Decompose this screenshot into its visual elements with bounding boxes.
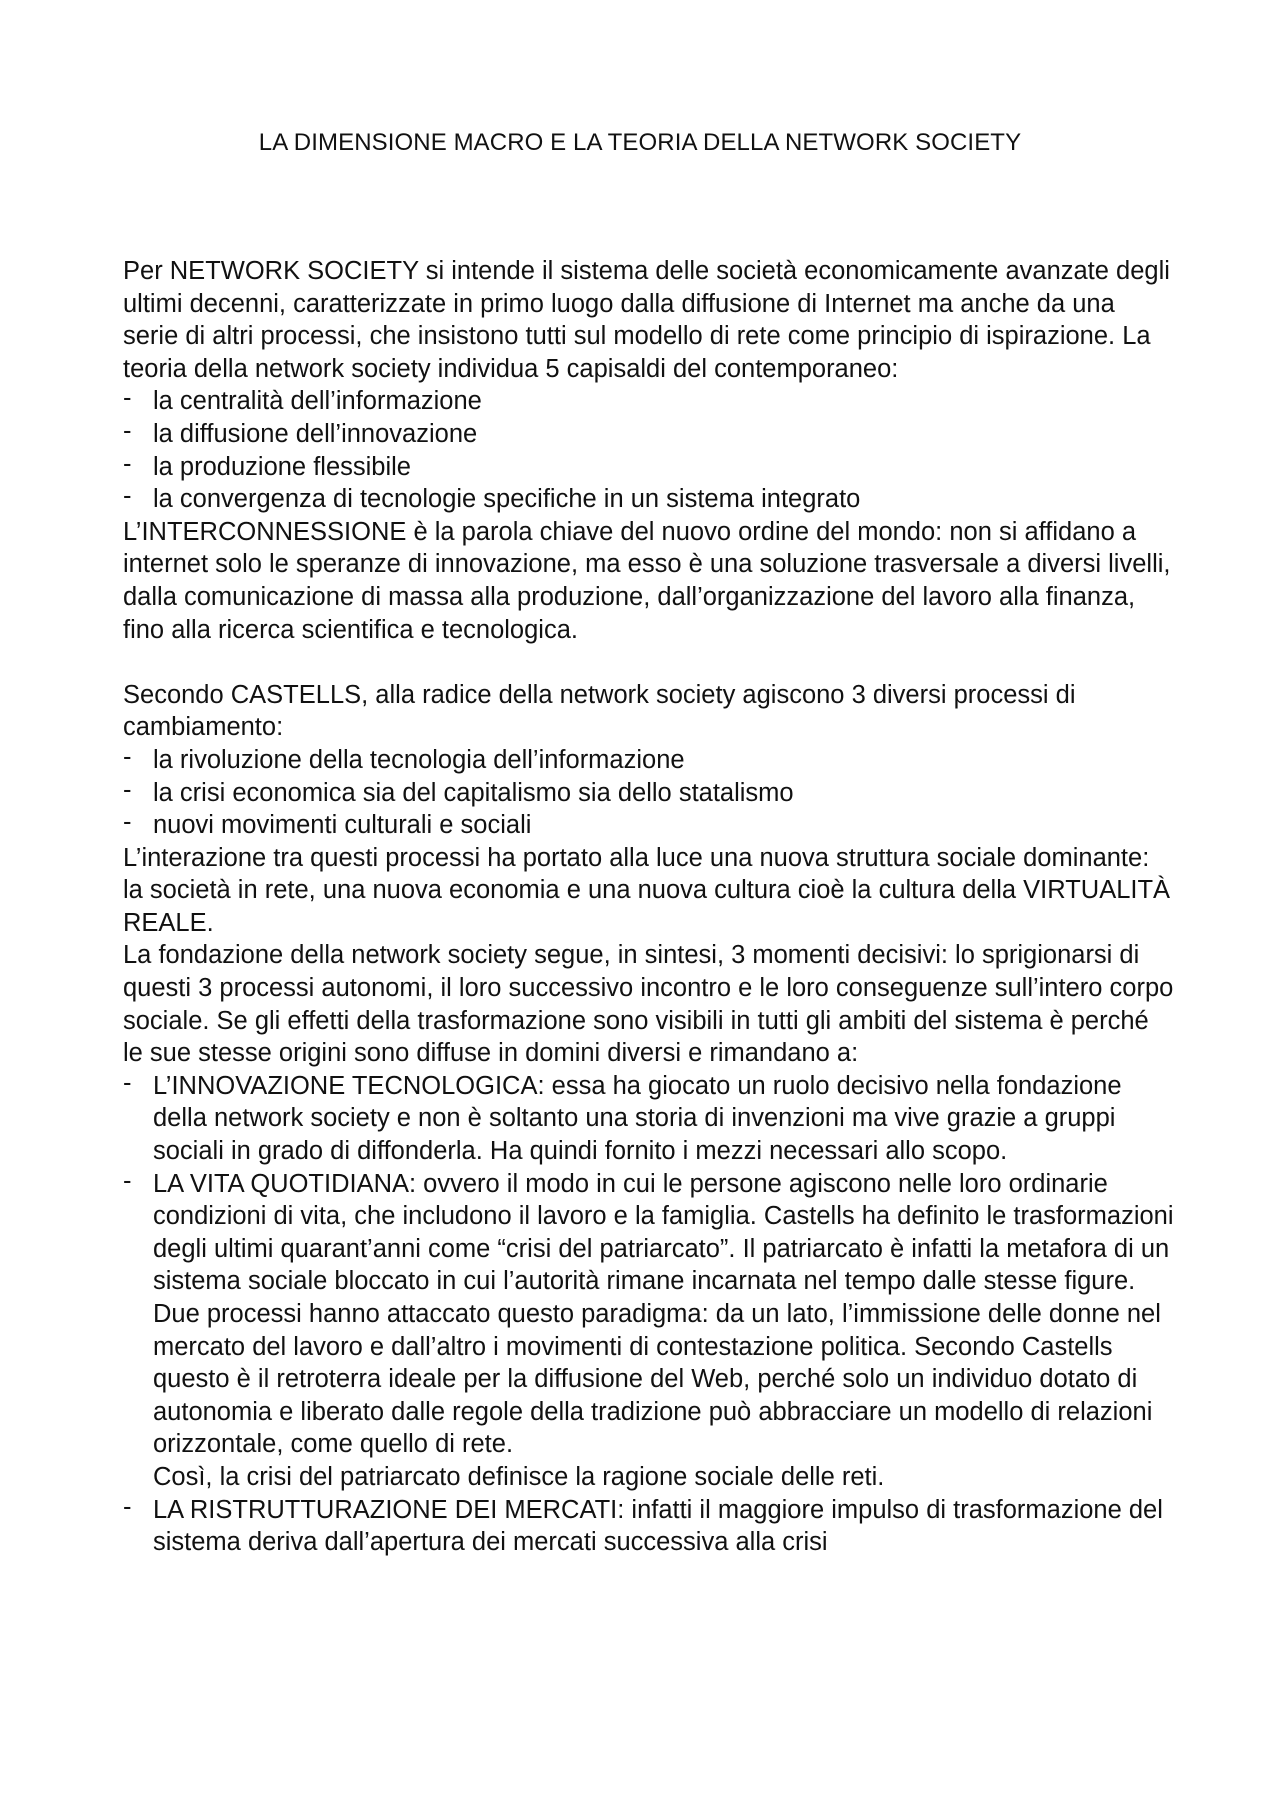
processi-list: [123, 744, 1175, 842]
ambito-text: LA VITA QUOTIDIANA: ovvero il modo in cui le persone agiscono nelle loro ordinarie condizioni di vita, che includono il lavoro e la famiglia. Castells ha definito le trasformazioni degli ultimi quarant’anni come “crisi del patriarcato”. Il patriarcato è infatti la metafora di un sistema sociale bloccato in cui l’autorità rimane incarnata nel tempo dalle stesse figure. Due processi hanno attaccato questo paradigma: da un lato, l’immissione delle donne nel mercato del lavoro e dall’altro i movimenti di contestazione politica. Secondo Castells questo è il retroterra ideale per la diffusione del Web, perché solo un individuo dotato di autonomia e liberato dalle regole della tradizione può abbracciare un modello di relazioni orizzontale, come quello di rete.: [153, 1169, 1174, 1459]
ambiti-list: [123, 1070, 1175, 1559]
list-item: - la crisi economica sia del capitalismo sia dello statalismo: [123, 777, 1175, 810]
ambito-text: LA RISTRUTTURAZIONE DEI MERCATI: infatti il maggiore impulso di trasformazione del sistema deriva dall’apertura dei mercati successiva alla crisi: [153, 1495, 1163, 1557]
list-item: [123, 1070, 1175, 1168]
list-item: - la rivoluzione della tecnologia dell’informazione: [123, 744, 1175, 777]
fondazione-paragraph: La fondazione della network society segue, in sintesi, 3 momenti decisivi: lo sprigionarsi di questi 3 processi autonomi, il loro successivo incontro e le loro conseguenze sull’intero corpo sociale. Se gli effetti della trasformazione sono visibili in tutti gli ambiti del sistema è perché le sue stesse origini sono diffuse in domini diversi e rimandano a:: [123, 941, 1174, 1068]
list-item: [123, 1494, 1175, 1559]
list-item: - la convergenza di tecnologie specifiche in un sistema integrato: [123, 483, 1175, 516]
document-title: LA DIMENSIONE MACRO E LA TEORIA DELLA NETWORK SOCIETY: [258, 129, 1022, 156]
ambito-note: Così, la crisi del patriarcato definisce la ragione sociale delle reti.: [153, 1462, 885, 1491]
capisaldi-list: [123, 385, 1175, 515]
ambito-text: L’INNOVAZIONE TECNOLOGICA: essa ha giocato un ruolo decisivo nella fondazione della network society e non è soltanto una storia di invenzioni ma vive grazie a gruppi sociali in grado di diffonderla. Ha quindi fornito i mezzi necessari allo scopo.: [153, 1071, 1122, 1166]
document-body: [123, 255, 1175, 1559]
list-item: - la diffusione dell’innovazione: [123, 418, 1175, 451]
list-item: - la produzione flessibile: [123, 451, 1175, 484]
paragraph-spacer: [123, 646, 1175, 679]
list-item: [123, 1168, 1175, 1494]
list-item: - nuovi movimenti culturali e sociali: [123, 809, 1175, 842]
castells-paragraph: Secondo CASTELLS, alla radice della network society agiscono 3 diversi processi di cambiamento:: [123, 680, 1076, 742]
list-item: - la centralità dell’informazione: [123, 385, 1175, 418]
interazione-paragraph: L’interazione tra questi processi ha portato alla luce una nuova struttura sociale dominante: la società in rete, una nuova economia e una nuova cultura cioè la cultura della VIRTUALITÀ REALE.: [123, 843, 1171, 937]
intro-paragraph: Per NETWORK SOCIETY si intende il sistema delle società economicamente avanzate degli ultimi decenni, caratterizzate in primo luogo dalla diffusione di Internet ma anche da una serie di altri processi, che insistono tutti sul modello di rete come principio di ispirazione. La teoria della network society individua 5 capisaldi del contemporaneo:: [123, 257, 1170, 383]
interconnessione-paragraph: L’INTERCONNESSIONE è la parola chiave del nuovo ordine del mondo: non si affidano a internet solo le speranze di innovazione, ma esso è una soluzione trasversale a diversi livelli, dalla comunicazione di massa alla produzione, dall’organizzazione del lavoro alla finanza, fino alla ricerca scientifica e tecnologica.: [123, 517, 1171, 644]
